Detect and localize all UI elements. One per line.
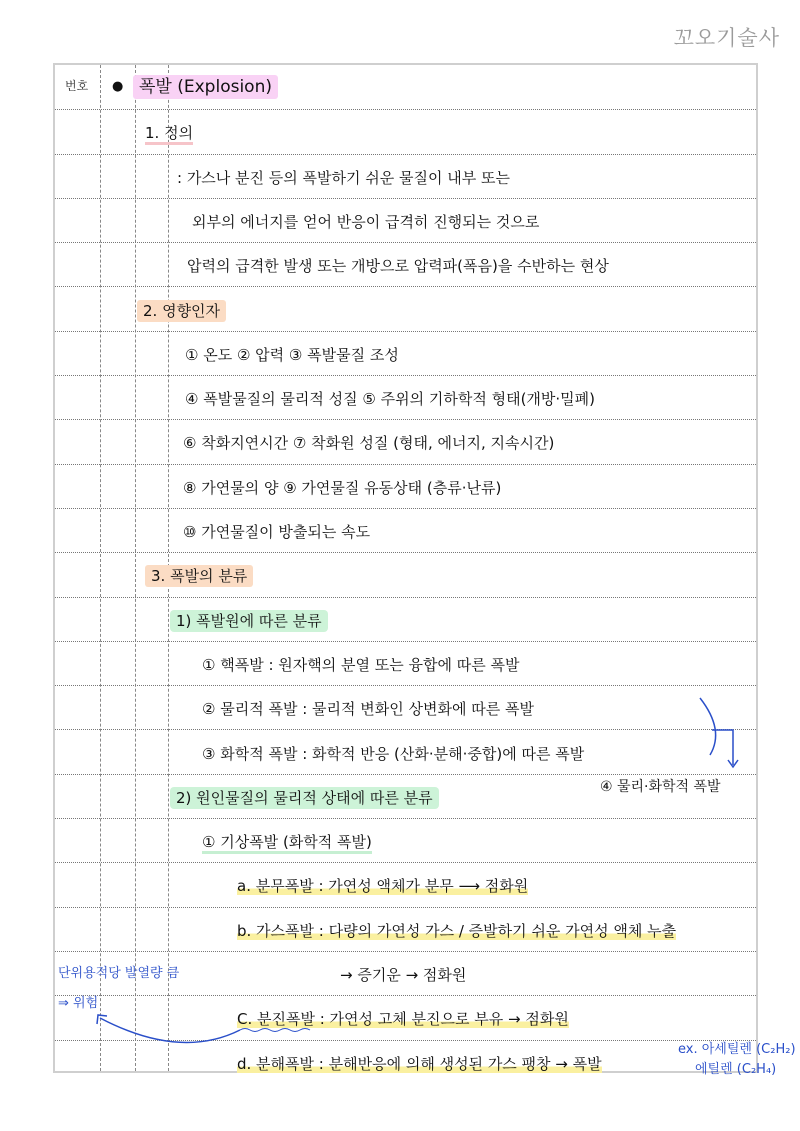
- note-line: ⑩ 가연물질이 방출되는 속도: [183, 523, 371, 541]
- subsection-heading: 2) 원인물질의 물리적 상태에 따른 분류: [170, 787, 439, 809]
- note-line: ④ 폭발물질의 물리적 성질 ⑤ 주위의 기하학적 형태(개방·밀폐): [185, 390, 596, 409]
- note-line: ① 온도 ② 압력 ③ 폭발물질 조성: [185, 345, 399, 364]
- note-line: a. 분무폭발 : 가연성 액체가 분무 ⟶ 점화원: [237, 877, 529, 896]
- section-heading: 1. 정의: [145, 124, 193, 145]
- subsection-heading: 1) 폭발원에 따른 분류: [170, 610, 328, 632]
- combined-explosion-note: ④ 물리·화학적 폭발: [600, 779, 721, 795]
- brand-watermark: 꼬오기술사: [673, 26, 780, 50]
- example-acetylene: ex. 아세틸렌 (C₂H₂): [678, 1042, 796, 1057]
- note-line: ① 핵폭발 : 원자핵의 분열 또는 융합에 따른 폭발: [202, 655, 520, 674]
- note-line: ⑧ 가연물의 양 ⑨ 가연물질 유동상태 (층류·난류): [183, 478, 502, 497]
- note-line: ② 물리적 폭발 : 물리적 변화인 상변화에 따른 폭발: [202, 700, 534, 719]
- example-ethylene: 에틸렌 (C₂H₄): [695, 1062, 777, 1077]
- section-heading: 2. 영향인자: [137, 300, 226, 322]
- page-title: 폭발 (Explosion): [133, 75, 278, 99]
- number-label: 번호: [65, 79, 89, 93]
- bracket-icon: [700, 698, 716, 755]
- wavy-underline: [240, 1029, 310, 1032]
- note-line: C. 분진폭발 : 가연성 고체 분진으로 부유 → 점화원: [237, 1010, 569, 1029]
- curved-arrow-icon: [100, 1018, 240, 1043]
- bullet-icon: ●: [112, 79, 124, 94]
- dust-annotation: 단위용적당 발열량 큼: [58, 966, 180, 981]
- note-line: b. 가스폭발 : 다량의 가연성 가스 / 증발하기 쉬운 가연성 액체 누출: [237, 921, 677, 940]
- note-line: ⑥ 착화지연시간 ⑦ 착화원 성질 (형태, 에너지, 지속시간): [183, 434, 555, 453]
- note-line: 외부의 에너지를 얻어 반응이 급격히 진행되는 것으로: [192, 212, 540, 231]
- note-line: ① 기상폭발 (화학적 폭발): [202, 833, 372, 854]
- note-line: 압력의 급격한 발생 또는 개방으로 압력파(폭음)을 수반하는 현상: [187, 257, 609, 276]
- note-line: : 가스나 분진 등의 폭발하기 쉬운 물질이 내부 또는: [177, 168, 511, 187]
- note-line: → 증기운 → 점화원: [340, 966, 467, 984]
- note-line: ③ 화학적 폭발 : 화학적 반응 (산화·분해·중합)에 따른 폭발: [202, 744, 585, 763]
- section-heading: 3. 폭발의 분류: [145, 565, 253, 587]
- note-line: d. 분해폭발 : 분해반응에 의해 생성된 가스 팽창 → 폭발: [237, 1054, 602, 1073]
- dust-risk-annotation: ⇒ 위험: [58, 996, 99, 1011]
